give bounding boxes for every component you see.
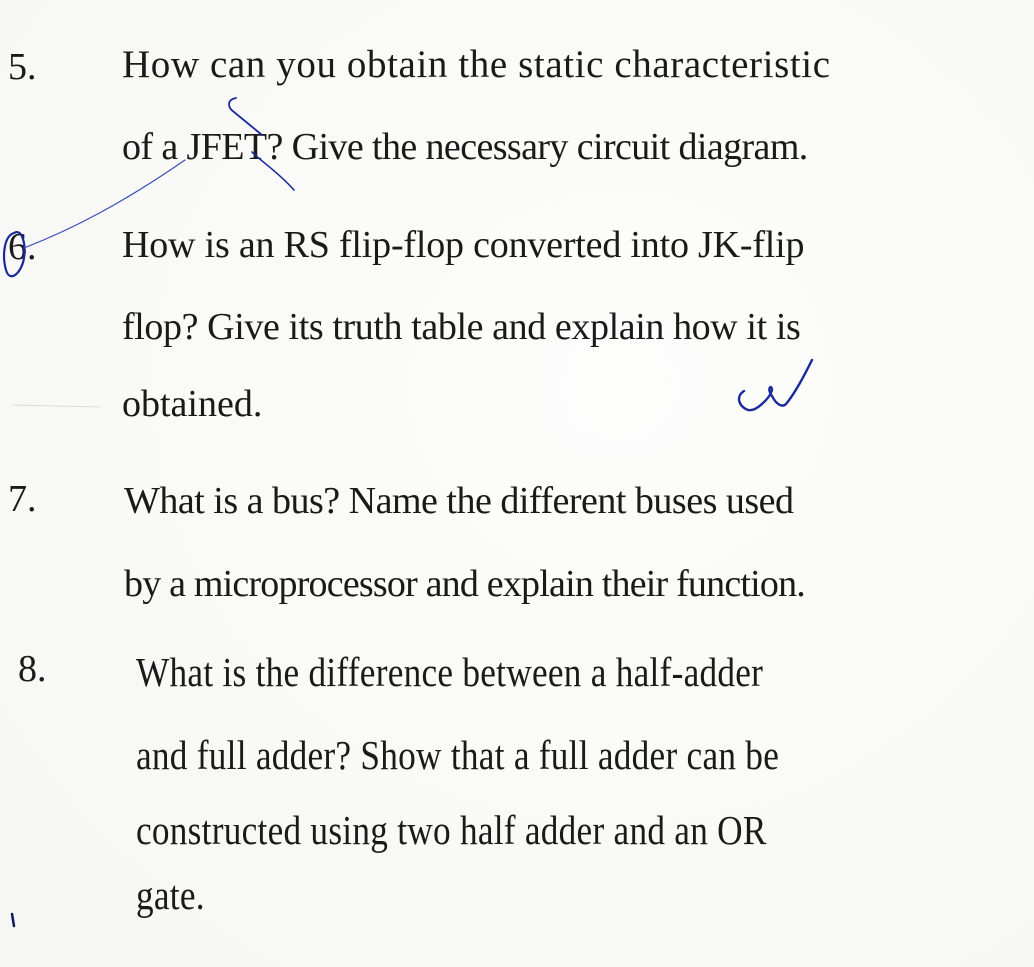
- question-text-line: and full adder? Show that a full adder can be: [136, 732, 780, 778]
- question-number: 8.: [18, 648, 47, 690]
- question-number: 5.: [8, 46, 37, 88]
- question-text-line: How can you obtain the static characteristic: [122, 43, 831, 86]
- question-text-line: How is an RS flip-flop converted into JK-flip: [122, 224, 805, 266]
- question-text-line: flop? Give its truth table and explain how it is: [122, 306, 801, 348]
- question-text-line: of a JFET? Give the necessary circuit diagram.: [122, 126, 808, 168]
- question-text-line: What is the difference between a half-adder: [136, 649, 764, 695]
- question-number: 6.: [8, 226, 37, 268]
- stray-mark: [12, 914, 14, 926]
- question-text-line: obtained.: [122, 383, 263, 425]
- question-text-line: by a microprocessor and explain their function.: [124, 563, 806, 605]
- question-text-line: What is a bus? Name the different buses used: [124, 480, 794, 522]
- question-text-line: gate.: [136, 872, 205, 918]
- tick-mark-icon: [739, 360, 812, 410]
- question-number: 7.: [8, 478, 37, 520]
- question-text-line: constructed using two half adder and an OR: [136, 807, 767, 853]
